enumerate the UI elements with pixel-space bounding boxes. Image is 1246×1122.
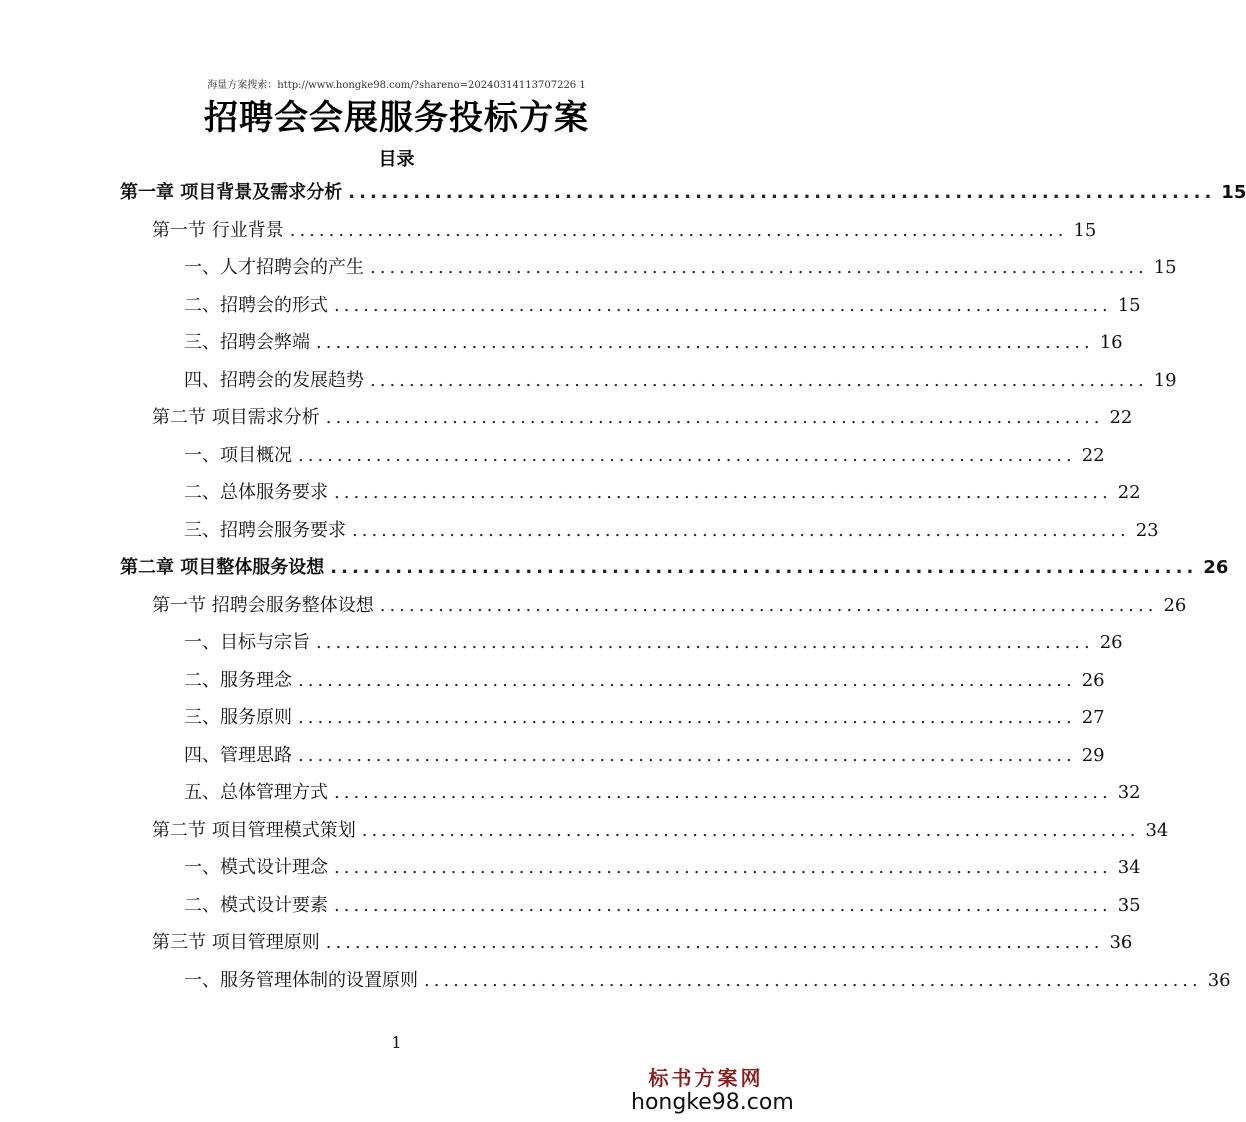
toc-entry[interactable] xyxy=(184,774,1141,811)
toc-dot-leader: ................................................................................ xyxy=(352,519,1130,541)
toc-entry[interactable] xyxy=(184,737,1105,774)
toc-dot-leader: ................................................................................ xyxy=(370,257,1148,278)
toc-dot-leader: ................................................................................ xyxy=(316,632,1094,653)
toc-entry-page: 26 xyxy=(1081,669,1105,691)
toc-entry-page: 15 xyxy=(1221,182,1246,203)
toc-entry-page: 32 xyxy=(1117,782,1141,803)
toc-entry-title: 一、模式设计理念 xyxy=(184,857,328,878)
toc-entry[interactable] xyxy=(184,962,1231,999)
toc-entry[interactable] xyxy=(152,812,1169,849)
toc-entry[interactable] xyxy=(184,699,1105,736)
toc-entry[interactable] xyxy=(184,362,1177,399)
toc-entry[interactable] xyxy=(184,512,1159,549)
toc-entry-title: 第二节 项目管理模式策划 xyxy=(152,819,356,841)
toc-entry-page: 22 xyxy=(1081,444,1105,466)
toc-entry[interactable] xyxy=(184,849,1141,886)
toc-entry-title: 五、总体管理方式 xyxy=(184,782,328,803)
site-watermark-logo xyxy=(631,1066,794,1116)
toc-entry-title: 二、服务理念 xyxy=(184,669,292,691)
toc-entry-page: 16 xyxy=(1099,332,1123,353)
toc-entry[interactable] xyxy=(152,212,1097,249)
toc-entry-title: 四、招聘会的发展趋势 xyxy=(184,369,364,391)
toc-dot-leader: ................................................................................ xyxy=(361,819,1140,841)
toc-entry-title: 一、目标与宗旨 xyxy=(184,632,310,653)
toc-entry-title: 三、招聘会弊端 xyxy=(184,332,310,353)
toc-entry-page: 23 xyxy=(1135,519,1159,541)
toc-entry[interactable] xyxy=(184,437,1105,474)
toc-dot-leader: ................................................................................ xyxy=(370,369,1148,391)
toc-entry-page: 36 xyxy=(1109,932,1133,953)
page-number: 1 xyxy=(391,1033,402,1052)
toc-dot-leader: ................................................................................ xyxy=(334,294,1112,316)
toc-dot-leader: ................................................................................ xyxy=(334,482,1112,503)
watermark-brand-text: 标书方案网 xyxy=(648,1066,764,1090)
toc-entry-title: 二、模式设计要素 xyxy=(184,894,328,916)
toc-entry-page: 34 xyxy=(1117,857,1141,878)
toc-entry[interactable] xyxy=(120,549,1229,586)
toc-entry-title: 第二节 项目需求分析 xyxy=(152,407,320,428)
toc-entry-page: 15 xyxy=(1153,257,1177,278)
toc-entry-title: 第三节 项目管理原则 xyxy=(152,932,320,953)
toc-heading: 目录 xyxy=(378,149,415,170)
toc-entry-page: 26 xyxy=(1099,632,1123,653)
toc-dot-leader: ................................................................................ xyxy=(298,444,1076,466)
document-title: 招聘会会展服务投标方案 xyxy=(204,98,589,138)
toc-entry-title: 四、管理思路 xyxy=(184,744,292,766)
toc-entry[interactable] xyxy=(184,662,1105,699)
toc-dot-leader: ................................................................................ xyxy=(289,219,1068,241)
toc-entry-title: 一、服务管理体制的设置原则 xyxy=(184,969,418,991)
toc-entry-page: 22 xyxy=(1109,407,1133,428)
toc-entry[interactable] xyxy=(152,399,1133,436)
toc-dot-leader: ................................................................................ xyxy=(325,407,1104,428)
toc-dot-leader: ................................................................................ xyxy=(298,669,1076,691)
toc-entry-page: 22 xyxy=(1117,482,1141,503)
toc-entry[interactable] xyxy=(184,249,1177,286)
toc-entry-page: 34 xyxy=(1145,819,1169,841)
toc-entry-title: 二、总体服务要求 xyxy=(184,482,328,503)
toc-dot-leader: ................................................................................ xyxy=(334,782,1112,803)
toc-entry-page: 36 xyxy=(1207,969,1231,991)
toc-entry[interactable] xyxy=(120,174,1246,211)
toc-dot-leader: ................................................................................ xyxy=(334,894,1112,916)
toc-dot-leader: ................................................................................ xyxy=(379,594,1158,616)
toc-dot-leader: ................................................................................ xyxy=(334,857,1112,878)
toc-entry[interactable] xyxy=(184,624,1123,661)
toc-entry-page: 27 xyxy=(1081,707,1105,728)
toc-entry-title: 一、项目概况 xyxy=(184,444,292,466)
toc-dot-leader: ................................................................................ xyxy=(298,744,1076,766)
toc-dot-leader: ................................................................................ xyxy=(348,182,1216,203)
toc-entry[interactable] xyxy=(184,474,1141,511)
toc-entry-page: 26 xyxy=(1163,594,1187,616)
toc-entry-title: 第二章 项目整体服务设想 xyxy=(120,557,325,578)
search-url-note: 海量方案搜索：http://www.hongke98.com/?shareno=20240314113707226 1 xyxy=(207,80,586,91)
toc-entry-page: 35 xyxy=(1117,894,1141,916)
toc-dot-leader: ................................................................................ xyxy=(316,332,1094,353)
toc-entry-title: 三、服务原则 xyxy=(184,707,292,728)
toc-entry-page: 15 xyxy=(1117,294,1141,316)
toc-entry-title: 二、招聘会的形式 xyxy=(184,294,328,316)
toc-entry-page: 29 xyxy=(1081,744,1105,766)
toc-dot-leader: ................................................................................ xyxy=(325,932,1104,953)
toc-entry-title: 第一节 行业背景 xyxy=(152,219,284,241)
toc-entry-title: 第一节 招聘会服务整体设想 xyxy=(152,594,374,616)
toc-entry[interactable] xyxy=(184,887,1141,924)
toc-entry[interactable] xyxy=(152,924,1133,961)
watermark-domain-text: hongke98.com xyxy=(631,1090,794,1115)
toc-entry-page: 26 xyxy=(1203,557,1229,578)
toc-dot-leader: ................................................................................ xyxy=(330,557,1198,578)
toc-entry[interactable] xyxy=(184,287,1141,324)
toc-entry-page: 15 xyxy=(1073,219,1097,241)
toc-entry-title: 三、招聘会服务要求 xyxy=(184,519,346,541)
toc-entry-page: 19 xyxy=(1153,369,1177,391)
toc-entry[interactable] xyxy=(152,587,1187,624)
toc-dot-leader: ................................................................................ xyxy=(298,707,1076,728)
toc-dot-leader: ................................................................................ xyxy=(424,969,1202,991)
toc-entry-title: 第一章 项目背景及需求分析 xyxy=(120,182,343,203)
toc-entry[interactable] xyxy=(184,324,1123,361)
toc-entry-title: 一、人才招聘会的产生 xyxy=(184,257,364,278)
